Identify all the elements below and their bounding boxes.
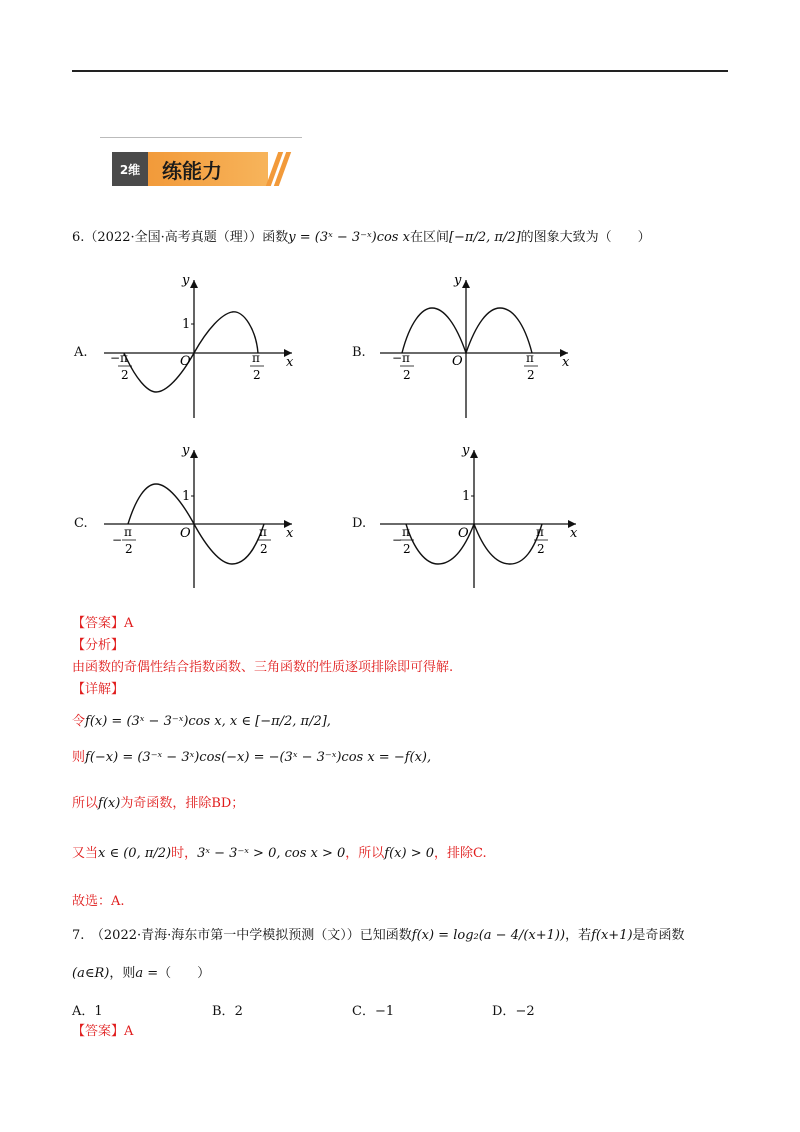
- line3-suffix: 为奇函数，排除BD；: [120, 796, 245, 811]
- option-label: C．: [352, 1004, 375, 1019]
- q7-formula-2: f(x+1): [591, 928, 633, 943]
- line1-prefix: 令: [72, 714, 86, 729]
- option-value: −2: [515, 1004, 535, 1019]
- q6-detail-title: 【详解】: [72, 682, 125, 697]
- pi-label: π: [526, 351, 534, 365]
- q7-line2-formula-2: a =: [135, 966, 159, 981]
- q6-detail-line-2: [72, 746, 431, 765]
- option-value: 1: [94, 1004, 103, 1019]
- q7-stem-line-2: [72, 962, 210, 981]
- origin-label: O: [180, 354, 191, 369]
- q6-stem: [72, 226, 651, 245]
- q7-line2-suffix: （ ）: [158, 966, 211, 981]
- q6-stem-mid: 在区间: [409, 230, 449, 245]
- pi-label: π: [120, 351, 128, 365]
- q6-detail-line-1: [72, 710, 331, 729]
- line2-formula: f(−x) = (3⁻ˣ − 3ˣ)cos(−x) = −(3ˣ − 3⁻ˣ)cos x = −f(x),: [85, 750, 432, 765]
- option-c-label: C.: [74, 516, 88, 531]
- line3-formula: f(x): [98, 796, 121, 811]
- y-axis-label: y: [454, 273, 462, 288]
- two-label: 2: [253, 368, 261, 382]
- option-value: 2: [234, 1004, 243, 1019]
- banner-rule: [100, 137, 302, 138]
- one-tick-label: 1: [182, 489, 191, 504]
- section-tag: 2维: [112, 152, 148, 186]
- graph-a: [96, 270, 306, 420]
- option-a-label: A.: [74, 345, 88, 360]
- q7-option-d: [492, 1000, 535, 1019]
- pi-label: π: [252, 351, 260, 365]
- line4-formula-3: f(x) > 0: [384, 846, 435, 861]
- q6-analysis-title: 【分析】: [72, 638, 125, 653]
- option-d-label: D.: [352, 516, 367, 531]
- two-label: 2: [260, 542, 268, 556]
- line4-mid2: ，所以: [345, 846, 385, 861]
- pi-label: π: [124, 525, 132, 539]
- line4-mid: 时，: [171, 846, 198, 861]
- pi-label: π: [259, 525, 267, 539]
- graph-d: [372, 440, 582, 590]
- option-label: A．: [72, 1004, 95, 1019]
- line2-prefix: 则: [72, 750, 86, 765]
- pi-label: π: [402, 351, 410, 365]
- one-tick-label: 1: [462, 489, 471, 504]
- q7-stem-suffix: 是奇函数: [632, 928, 685, 943]
- option-label: D．: [492, 1004, 516, 1019]
- q6-detail-line-3: [72, 792, 244, 811]
- line4-formula-1: x ∈ (0, π/2): [98, 846, 172, 861]
- line4-suffix: ，排除C.: [434, 846, 487, 861]
- two-label: 2: [125, 542, 133, 556]
- q6-analysis: 由函数的奇偶性结合指数函数、三角函数的性质逐项排除即可得解.: [72, 660, 454, 675]
- line1-formula: f(x) = (3ˣ − 3⁻ˣ)cos x, x ∈ [−π/2, π/2],: [85, 714, 331, 729]
- header-rule: [72, 70, 728, 72]
- minus-sign: −: [392, 533, 403, 547]
- section-banner: [112, 152, 284, 186]
- y-axis-label: y: [182, 273, 190, 288]
- q6-interval: [−π/2, π/2]: [448, 230, 521, 245]
- line4-formula-2: 3ˣ − 3⁻ˣ > 0, cos x > 0: [197, 846, 346, 861]
- q7-stem-line-1: [72, 924, 685, 943]
- q7-option-a: [72, 1000, 103, 1019]
- minus-sign: −: [112, 533, 123, 547]
- line3-prefix: 所以: [72, 796, 99, 811]
- two-label: 2: [121, 368, 129, 382]
- q7-stem-mid: ，若: [565, 928, 592, 943]
- two-label: 2: [403, 368, 411, 382]
- y-axis-label: y: [462, 443, 470, 458]
- section-title: 练能力: [148, 152, 268, 186]
- option-label: B．: [212, 1004, 235, 1019]
- origin-label: O: [452, 354, 463, 369]
- minus-sign: −: [110, 351, 121, 365]
- q6-stem-suffix: 的图象大致为（ ）: [520, 230, 651, 245]
- x-axis-label: x: [286, 355, 294, 370]
- two-label: 2: [537, 542, 545, 556]
- q7-answer: 【答案】A: [72, 1024, 134, 1039]
- q6-conclusion: 故选：A.: [72, 894, 125, 909]
- q7-option-b: [212, 1000, 243, 1019]
- pi-label: π: [536, 525, 544, 539]
- x-axis-label: x: [570, 526, 578, 541]
- q6-answer: 【答案】A: [72, 616, 134, 631]
- two-label: 2: [403, 542, 411, 556]
- q7-line2-formula: (a∈R): [72, 966, 110, 981]
- minus-sign: −: [392, 351, 403, 365]
- option-b-label: B.: [352, 345, 366, 360]
- q6-stem-prefix: 6.（2022·全国·高考真题（理））函数: [72, 230, 289, 245]
- origin-label: O: [180, 526, 191, 541]
- q6-formula: y = (3ˣ − 3⁻ˣ)cos x: [288, 230, 410, 245]
- line4-prefix: 又当: [72, 846, 99, 861]
- x-axis-label: x: [562, 355, 570, 370]
- y-axis-label: y: [182, 443, 190, 458]
- q7-stem-prefix: 7. （2022·青海·海东市第一中学模拟预测（文））已知函数: [72, 928, 412, 943]
- option-value: −1: [374, 1004, 395, 1019]
- q7-formula: f(x) = log₂(a − 4/(x+1)): [411, 928, 566, 943]
- origin-label: O: [458, 526, 469, 541]
- q7-option-c: [352, 1000, 394, 1019]
- pi-label: π: [402, 525, 410, 539]
- q6-detail-line-4: [72, 842, 487, 861]
- one-tick-label: 1: [182, 317, 191, 332]
- x-axis-label: x: [286, 526, 294, 541]
- graph-b: [372, 270, 582, 420]
- q7-line2-mid: ，则: [109, 966, 136, 981]
- two-label: 2: [527, 368, 535, 382]
- graph-c: [96, 440, 306, 590]
